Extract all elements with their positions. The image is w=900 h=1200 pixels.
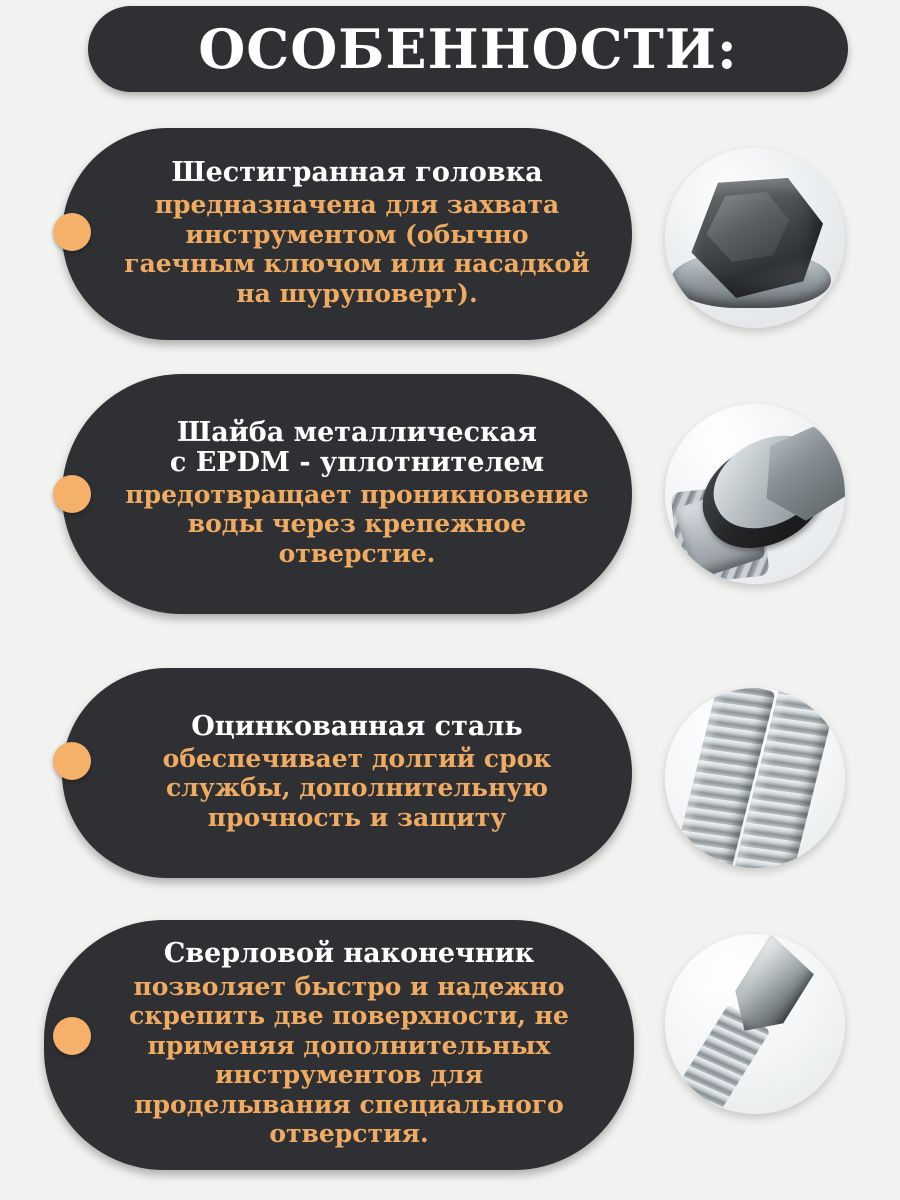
feature-3-headline: Оцинкованная сталь xyxy=(191,710,523,742)
feature-2-pill xyxy=(62,374,632,614)
feature-1-headline: Шестигранная головка xyxy=(171,156,543,188)
feature-3-pill xyxy=(62,668,632,878)
feature-3-body: обеспечивает долгий срок службы, дополнительную прочность и защиту xyxy=(162,743,552,832)
feature-4-bullet-dot xyxy=(53,1017,91,1055)
feature-2-headline-line2: с EPDM - уплотнителем xyxy=(169,446,545,478)
page-title: ОСОБЕННОСТИ: xyxy=(198,17,738,81)
feature-3-bullet-dot xyxy=(53,742,91,780)
feature-2-bullet-dot xyxy=(53,475,91,513)
feature-2-body: предотвращает проникновение воды через крепежное отверстие. xyxy=(125,479,589,568)
feature-1-bullet-dot xyxy=(53,213,91,251)
galvanized-thread-photo xyxy=(665,688,845,868)
feature-1-pill xyxy=(62,128,632,340)
feature-4-headline: Сверловой наконечник xyxy=(163,938,535,970)
page-title-pill xyxy=(88,6,848,92)
feature-4-pill xyxy=(44,920,634,1170)
feature-1-body: предназначена для захвата инструментом (обычно гаечным ключом или насадкой на шуруповерт). xyxy=(124,190,590,308)
epdm-washer-screw-photo xyxy=(665,404,845,584)
hex-head-screw-photo xyxy=(665,148,845,328)
drill-tip-photo xyxy=(665,934,845,1114)
feature-2-headline-line1: Шайба металлическая xyxy=(177,416,537,448)
feature-4-body: позволяет быстро и надежно скрепить две поверхности, не применяя дополнительных инструментов для проделывания специального отверстия. xyxy=(129,971,569,1149)
